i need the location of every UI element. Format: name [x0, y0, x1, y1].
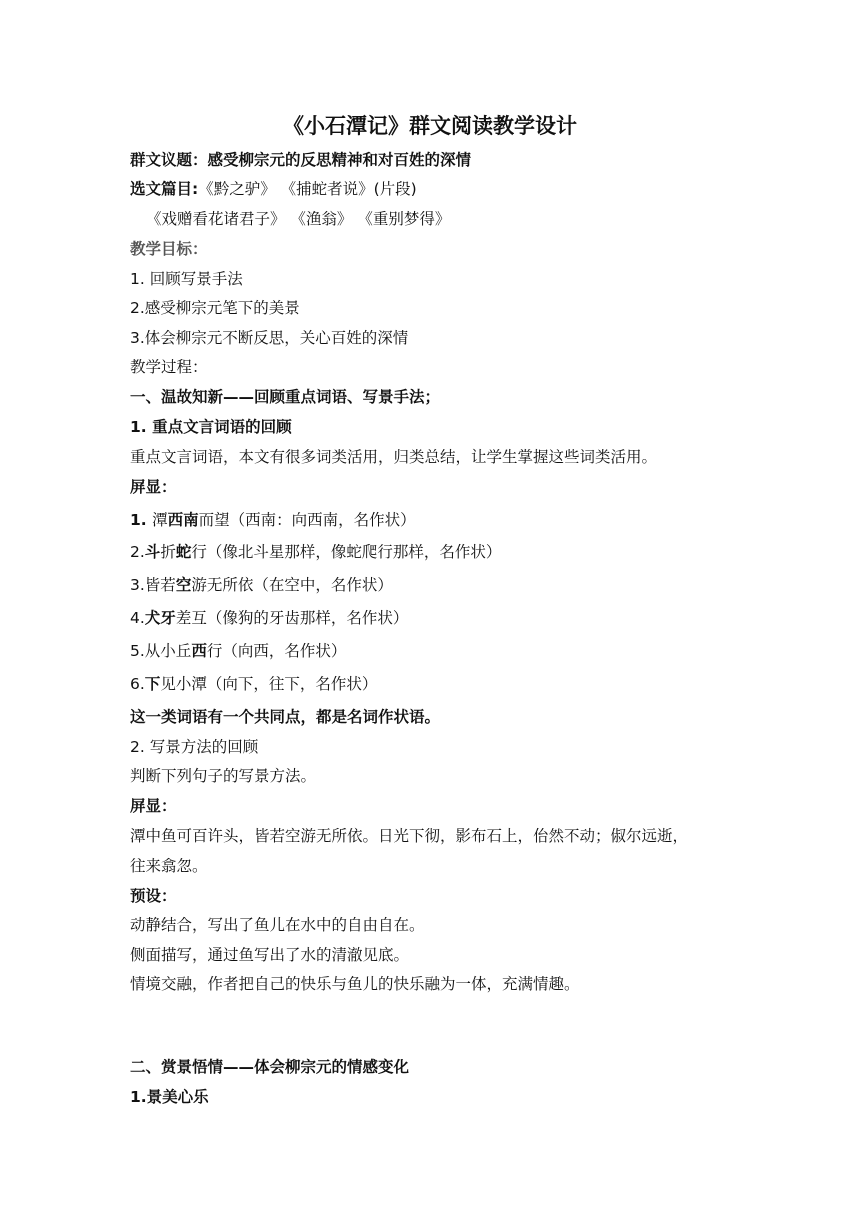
quote-line-2: 往来翕忽。	[130, 857, 208, 875]
selections-line2: 《戏赠看花诸君子》 《渔翁》 《重别梦得》	[146, 210, 451, 228]
goal-item: 3.体会柳宗元不断反思，关心百姓的深情	[130, 329, 409, 347]
example-keyword: 西	[191, 642, 207, 660]
selections-line	[130, 178, 417, 200]
example-number: 2.	[130, 543, 145, 561]
section1-sub1: 1. 重点文言词语的回顾	[130, 418, 292, 436]
example-line	[130, 673, 377, 695]
selections-label: 选文篇目:	[130, 180, 199, 198]
goals-label: 教学目标：	[130, 240, 208, 258]
section1-sub2-text: 判断下列句子的写景方法。	[130, 767, 317, 785]
example-text: 见小潭（向下，往下，名作状）	[160, 675, 378, 693]
page-title: 《小石潭记》群文阅读教学设计	[283, 114, 577, 138]
example-number: 4.	[130, 609, 145, 627]
preset-label: 预设：	[130, 887, 177, 905]
example-number: 5.	[130, 642, 145, 660]
example-text: 而望（西南：向西南，名作状）	[198, 511, 416, 529]
summary-line: 这一类词语有一个共同点，都是名词作状语。	[130, 708, 441, 726]
example-text: 潭	[152, 511, 168, 529]
topic-line	[130, 149, 471, 171]
example-number: 3.	[130, 576, 145, 594]
section2-heading: 二、赏景悟情——体会柳宗元的情感变化	[130, 1058, 410, 1076]
example-text: 游无所依（在空中，名作状）	[191, 576, 393, 594]
preset-item: 动静结合，写出了鱼儿在水中的自由自在。	[130, 916, 425, 934]
example-line	[130, 509, 416, 531]
topic-text: 感受柳宗元的反思精神和对百姓的深情	[207, 151, 472, 169]
section2-sub1: 1.景美心乐	[130, 1088, 209, 1106]
goal-item: 2.感受柳宗元笔下的美景	[130, 299, 300, 317]
example-line	[130, 607, 408, 629]
example-keyword: 西南	[167, 511, 199, 529]
section1-sub2: 2. 写景方法的回顾	[130, 738, 259, 756]
example-line	[130, 640, 346, 662]
example-text: 行（像北斗星那样，像蛇爬行那样，名作状）	[191, 543, 502, 561]
example-keyword: 犬牙	[144, 609, 176, 627]
example-text: 皆若	[144, 576, 176, 594]
example-text: 折	[160, 543, 176, 561]
quote-line-1: 潭中鱼可百许头，皆若空游无所依。日光下彻，影布石上，佁然不动；俶尔远逝，	[130, 827, 689, 845]
example-keyword: 下	[144, 675, 161, 693]
process-label: 教学过程：	[130, 358, 208, 376]
example-text: 从小丘	[144, 642, 192, 660]
example-keyword: 蛇	[175, 543, 192, 561]
preset-item: 情境交融，作者把自己的快乐与鱼儿的快乐融为一体，充满情趣。	[130, 975, 580, 993]
example-text: 行（向西，名作状）	[206, 642, 347, 660]
example-text: 差互（像狗的牙齿那样，名作状）	[175, 609, 409, 627]
topic-label: 群文议题：	[130, 151, 208, 169]
example-keyword: 斗	[144, 543, 161, 561]
section1-heading: 一、温故知新——回顾重点词语、写景手法；	[130, 388, 441, 406]
goal-item: 1. 回顾写景手法	[130, 270, 243, 288]
example-number: 6.	[130, 675, 145, 693]
example-line	[130, 541, 501, 563]
example-number: 1.	[130, 511, 153, 529]
screen-label-2: 屏显：	[130, 797, 177, 815]
selections-line1: 《黔之驴》 《捕蛇者说》(片段)	[198, 180, 417, 198]
example-keyword: 空	[175, 576, 192, 594]
example-line	[130, 574, 393, 596]
preset-item: 侧面描写，通过鱼写出了水的清澈见底。	[130, 946, 410, 964]
section1-sub1-text: 重点文言词语，本文有很多词类活用，归类总结，让学生掌握这些词类活用。	[130, 448, 658, 466]
screen-label: 屏显：	[130, 478, 177, 496]
